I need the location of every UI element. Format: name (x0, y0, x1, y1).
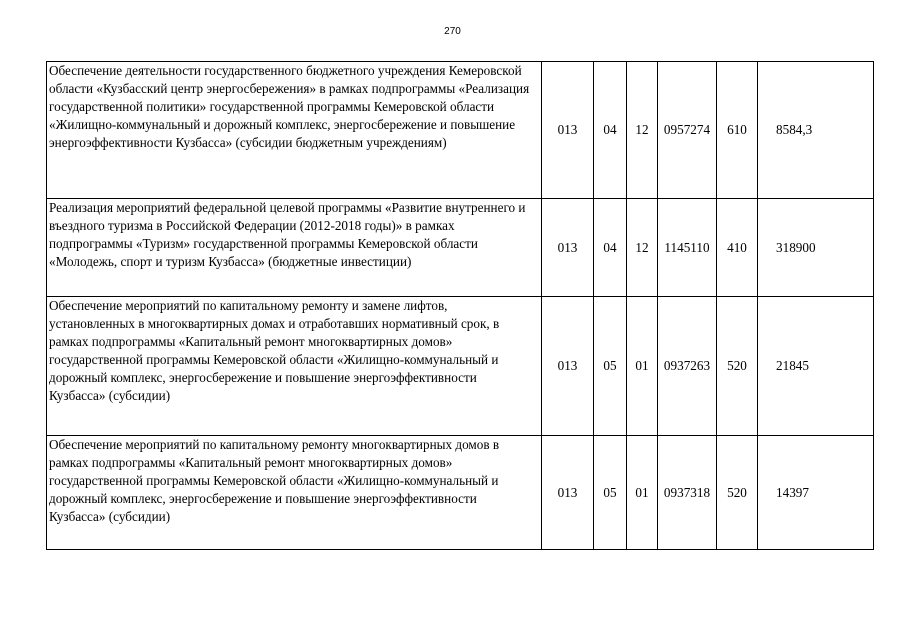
table-row (47, 297, 874, 436)
ministry-code: 013 (542, 62, 594, 199)
ministry-code: 013 (542, 199, 594, 297)
section-code: 05 (594, 436, 627, 550)
subsection-code: 12 (627, 62, 658, 199)
amount-value: 21845 (758, 297, 874, 436)
amount-value: 14397 (758, 436, 874, 550)
amount-value: 318900 (758, 199, 874, 297)
section-code: 05 (594, 297, 627, 436)
table-row (47, 199, 874, 297)
target-article-code: 0937318 (658, 436, 717, 550)
page-number: 270 (444, 26, 461, 37)
expense-type-code: 520 (717, 297, 758, 436)
ministry-code: 013 (542, 297, 594, 436)
expense-type-code: 410 (717, 199, 758, 297)
row-description: Обеспечение мероприятий по капитальному ремонту и замене лифтов, установленных в многоквартирных домах и отработавших нормативный срок, в рамках подпрограммы «Капитальный ремонт многоквартирных домов» государственной программы Кемеровской области «Жилищно-коммунальный и дорожный комплекс, энергосбережение и повышение энергоэффективности Кузбасса» (субсидии) (47, 297, 542, 436)
ministry-code: 013 (542, 436, 594, 550)
amount-value: 8584,3 (758, 62, 874, 199)
target-article-code: 0957274 (658, 62, 717, 199)
section-code: 04 (594, 199, 627, 297)
target-article-code: 1145110 (658, 199, 717, 297)
table-row (47, 62, 874, 199)
budget-table (46, 61, 874, 550)
row-description: Обеспечение мероприятий по капитальному ремонту многоквартирных домов в рамках подпрограммы «Капитальный ремонт многоквартирных домов» государственной программы Кемеровской области «Жилищно-коммунальный и дорожный комплекс, энергосбережение и повышение энергоэффективности Кузбасса» (субсидии) (47, 436, 542, 550)
subsection-code: 01 (627, 436, 658, 550)
target-article-code: 0937263 (658, 297, 717, 436)
subsection-code: 01 (627, 297, 658, 436)
row-description: Реализация мероприятий федеральной целевой программы «Развитие внутреннего и въездного туризма в Российской Федерации (2012-2018 годы)» в рамках подпрограммы «Туризм» государственной программы Кемеровской области «Молодежь, спорт и туризм Кузбасса» (бюджетные инвестиции) (47, 199, 542, 297)
subsection-code: 12 (627, 199, 658, 297)
expense-type-code: 610 (717, 62, 758, 199)
section-code: 04 (594, 62, 627, 199)
expense-type-code: 520 (717, 436, 758, 550)
table-row (47, 436, 874, 550)
row-description: Обеспечение деятельности государственного бюджетного учреждения Кемеровской области «Кузбасский центр энергосбережения» в рамках подпрограммы «Реализация государственной политики» государственной программы Кемеровской области «Жилищно-коммунальный и дорожный комплекс, энергосбережение и повышение энергоэффективности Кузбасса» (субсидии бюджетным учреждениям) (47, 62, 542, 199)
